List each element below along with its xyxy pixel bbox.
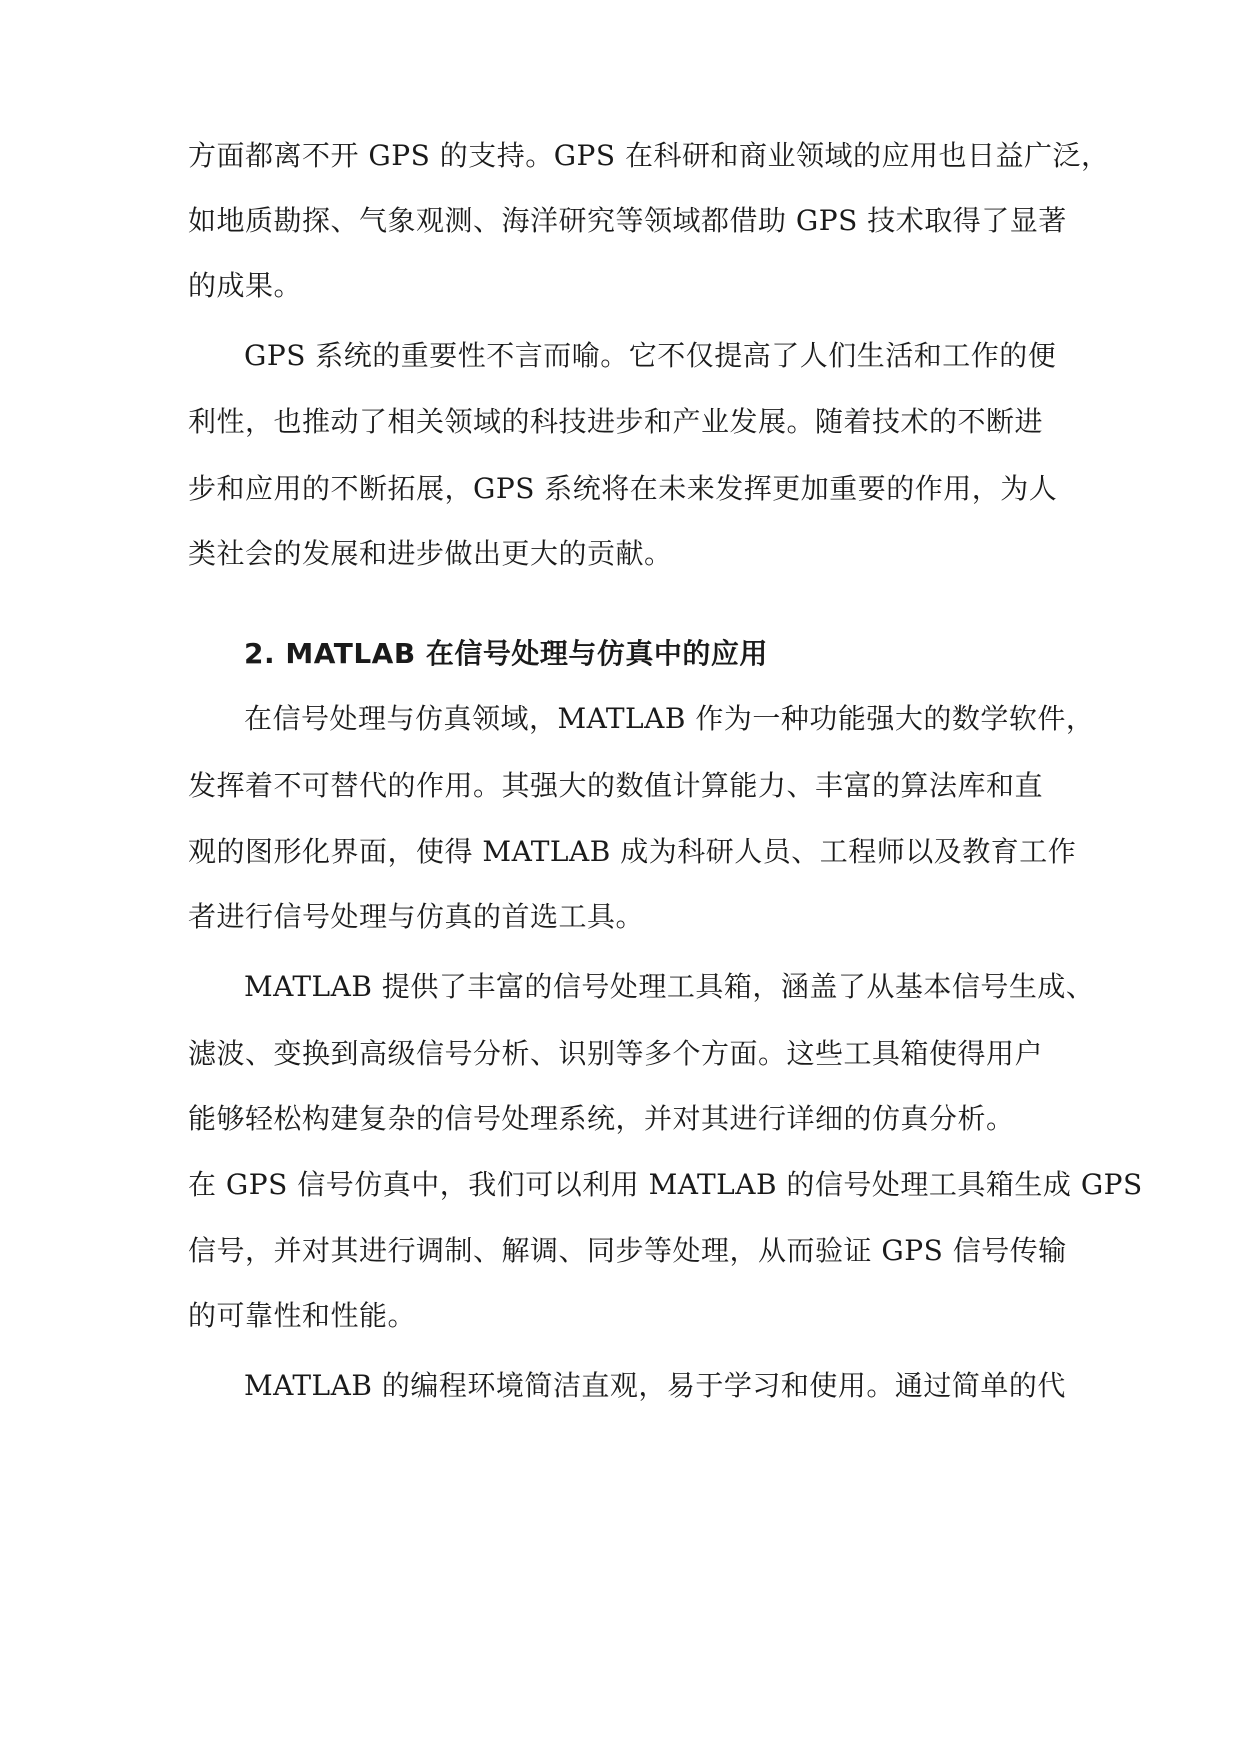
text-line: 滤波、变换到高级信号分析、识别等多个方面。这些工具箱使得用户 [188,1037,1044,1070]
text-line: 在 GPS 信号仿真中，我们可以利用 MATLAB 的信号处理工具箱生成 GPS [188,1168,1143,1201]
text-line: 类社会的发展和进步做出更大的贡献。 [188,537,673,570]
text-line: 的可靠性和性能。 [188,1299,417,1332]
text-line: 利性，也推动了相关领域的科技进步和产业发展。随着技术的不断进 [188,405,1044,438]
text-line: GPS 系统的重要性不言而喻。它不仅提高了人们生活和工作的便 [244,339,1057,372]
text-line: 者进行信号处理与仿真的首选工具。 [188,900,645,933]
text-line: 如地质勘探、气象观测、海洋研究等领域都借助 GPS 技术取得了显著 [188,204,1067,237]
text-line: 的成果。 [188,269,303,302]
text-line: 在信号处理与仿真领域，MATLAB 作为一种功能强大的数学软件， [244,702,1095,735]
text-line: 步和应用的不断拓展，GPS 系统将在未来发挥更加重要的作用，为人 [188,472,1058,505]
text-line: 发挥着不可替代的作用。其强大的数值计算能力、丰富的算法库和直 [188,769,1044,802]
text-line: 能够轻松构建复杂的信号处理系统，并对其进行详细的仿真分析。 [188,1102,1015,1135]
text-line: MATLAB 提供了丰富的信号处理工具箱，涵盖了从基本信号生成、 [244,970,1095,1003]
text-line: 方面都离不开 GPS 的支持。GPS 在科研和商业领域的应用也日益广泛， [188,139,1110,172]
text-line: 观的图形化界面，使得 MATLAB 成为科研人员、工程师以及教育工作 [188,835,1077,868]
text-line: 信号，并对其进行调制、解调、同步等处理，从而验证 GPS 信号传输 [188,1234,1067,1267]
section-heading: 2. MATLAB 在信号处理与仿真中的应用 [244,637,768,670]
text-line: MATLAB 的编程环境简洁直观，易于学习和使用。通过简单的代 [244,1369,1066,1402]
